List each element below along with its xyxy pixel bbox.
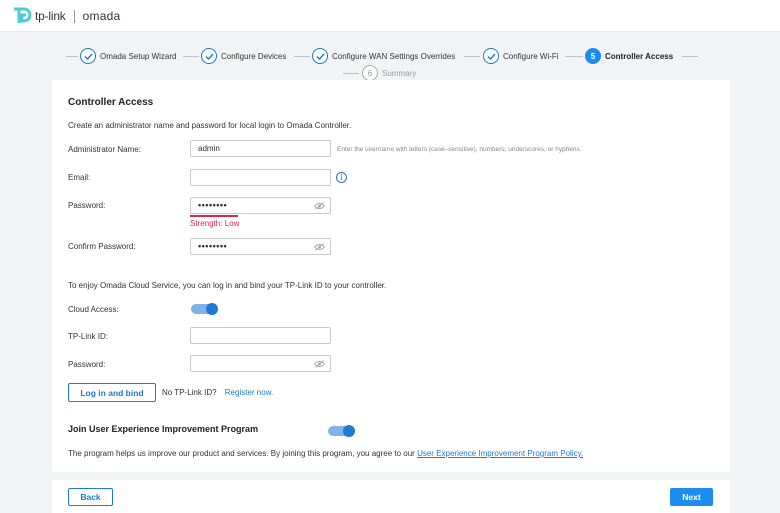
step-connector bbox=[294, 56, 310, 57]
cloud-password-label: Password: bbox=[68, 360, 106, 369]
eye-off-icon[interactable] bbox=[314, 360, 325, 368]
password-strength-text: Strength: Low bbox=[190, 219, 240, 228]
check-icon bbox=[80, 48, 96, 64]
step-configure-wan[interactable] bbox=[312, 48, 455, 64]
step-summary[interactable] bbox=[362, 65, 416, 81]
register-now-link[interactable]: Register now. bbox=[224, 388, 274, 397]
step-connector bbox=[565, 56, 583, 57]
wizard-footer bbox=[52, 480, 730, 513]
tplink-logo-icon bbox=[12, 7, 32, 25]
next-button[interactable]: Next bbox=[670, 488, 713, 506]
ueip-description bbox=[68, 449, 583, 458]
password-label: Password: bbox=[68, 201, 106, 210]
step-label: Configure WAN Settings Overrides bbox=[332, 51, 456, 61]
register-row bbox=[162, 388, 273, 397]
no-tplink-id-text: No TP-Link ID? bbox=[162, 388, 217, 397]
password-value: •••••••• bbox=[198, 200, 228, 210]
step-label: Configure Wi-Fi bbox=[503, 51, 559, 61]
logo-divider bbox=[74, 10, 75, 23]
step-omada-setup-wizard[interactable] bbox=[80, 48, 176, 64]
step-connector bbox=[464, 56, 480, 57]
step-connector bbox=[66, 56, 78, 57]
step-label: Configure Devices bbox=[221, 51, 287, 61]
step-configure-devices[interactable] bbox=[201, 48, 286, 64]
eye-off-icon[interactable] bbox=[314, 202, 325, 210]
confirm-password-label: Confirm Password: bbox=[68, 242, 136, 251]
step-label: Omada Setup Wizard bbox=[100, 51, 177, 61]
cloud-access-label: Cloud Access: bbox=[68, 305, 119, 314]
cloud-intro-text: To enjoy Omada Cloud Service, you can log in and bind your TP-Link ID to your controller. bbox=[68, 281, 387, 290]
check-icon bbox=[483, 48, 499, 64]
tplink-wordmark: tp-link bbox=[35, 9, 66, 23]
step-configure-wifi[interactable] bbox=[483, 48, 559, 64]
step-number-badge: 6 bbox=[362, 65, 378, 81]
ueip-toggle[interactable] bbox=[328, 426, 354, 436]
back-button[interactable]: Back bbox=[68, 488, 113, 506]
admin-name-label: Administrator Name: bbox=[68, 145, 141, 154]
setup-stepper bbox=[0, 32, 780, 80]
admin-name-input[interactable]: admin bbox=[190, 140, 331, 157]
top-bar bbox=[0, 0, 780, 32]
check-icon bbox=[201, 48, 217, 64]
password-strength-bar bbox=[190, 215, 238, 217]
confirm-password-input[interactable] bbox=[190, 238, 331, 255]
card-description: Create an administrator name and password for local login to Omada Controller. bbox=[68, 121, 352, 130]
step-connector bbox=[183, 56, 199, 57]
step-number-badge: 5 bbox=[585, 48, 601, 64]
controller-access-card bbox=[52, 80, 730, 472]
ueip-text: The program helps us improve our product and services. By joining this program, you agree to our bbox=[68, 449, 418, 458]
step-connector bbox=[682, 56, 698, 57]
step-label: Summary bbox=[382, 68, 417, 78]
toggle-knob bbox=[343, 425, 355, 437]
cloud-access-toggle[interactable] bbox=[191, 304, 217, 314]
confirm-password-value: •••••••• bbox=[198, 241, 228, 251]
omada-wordmark: omada bbox=[82, 9, 121, 23]
toggle-knob bbox=[206, 303, 218, 315]
step-connector bbox=[343, 73, 359, 74]
tplink-id-label: TP-Link ID: bbox=[68, 332, 109, 341]
email-label: Email: bbox=[68, 173, 91, 182]
login-and-bind-button[interactable]: Log in and bind bbox=[68, 383, 156, 402]
email-input[interactable] bbox=[190, 169, 331, 186]
tplink-logo bbox=[12, 7, 120, 25]
step-controller-access[interactable] bbox=[585, 48, 673, 64]
page-title: Controller Access bbox=[68, 97, 154, 108]
step-label: Controller Access bbox=[605, 51, 674, 61]
check-icon bbox=[312, 48, 328, 64]
cloud-password-input[interactable] bbox=[190, 355, 331, 372]
ueip-policy-link[interactable]: User Experience Improvement Program Policy. bbox=[417, 449, 584, 458]
tplink-id-input[interactable] bbox=[190, 327, 331, 344]
info-icon[interactable]: i bbox=[336, 172, 347, 183]
admin-name-hint: Enter the username with letters (case–sensitive), numbers, underscores, or hyphens. bbox=[337, 146, 582, 153]
eye-off-icon[interactable] bbox=[314, 243, 325, 251]
ueip-title: Join User Experience Improvement Program bbox=[68, 424, 259, 434]
password-input[interactable] bbox=[190, 197, 331, 214]
